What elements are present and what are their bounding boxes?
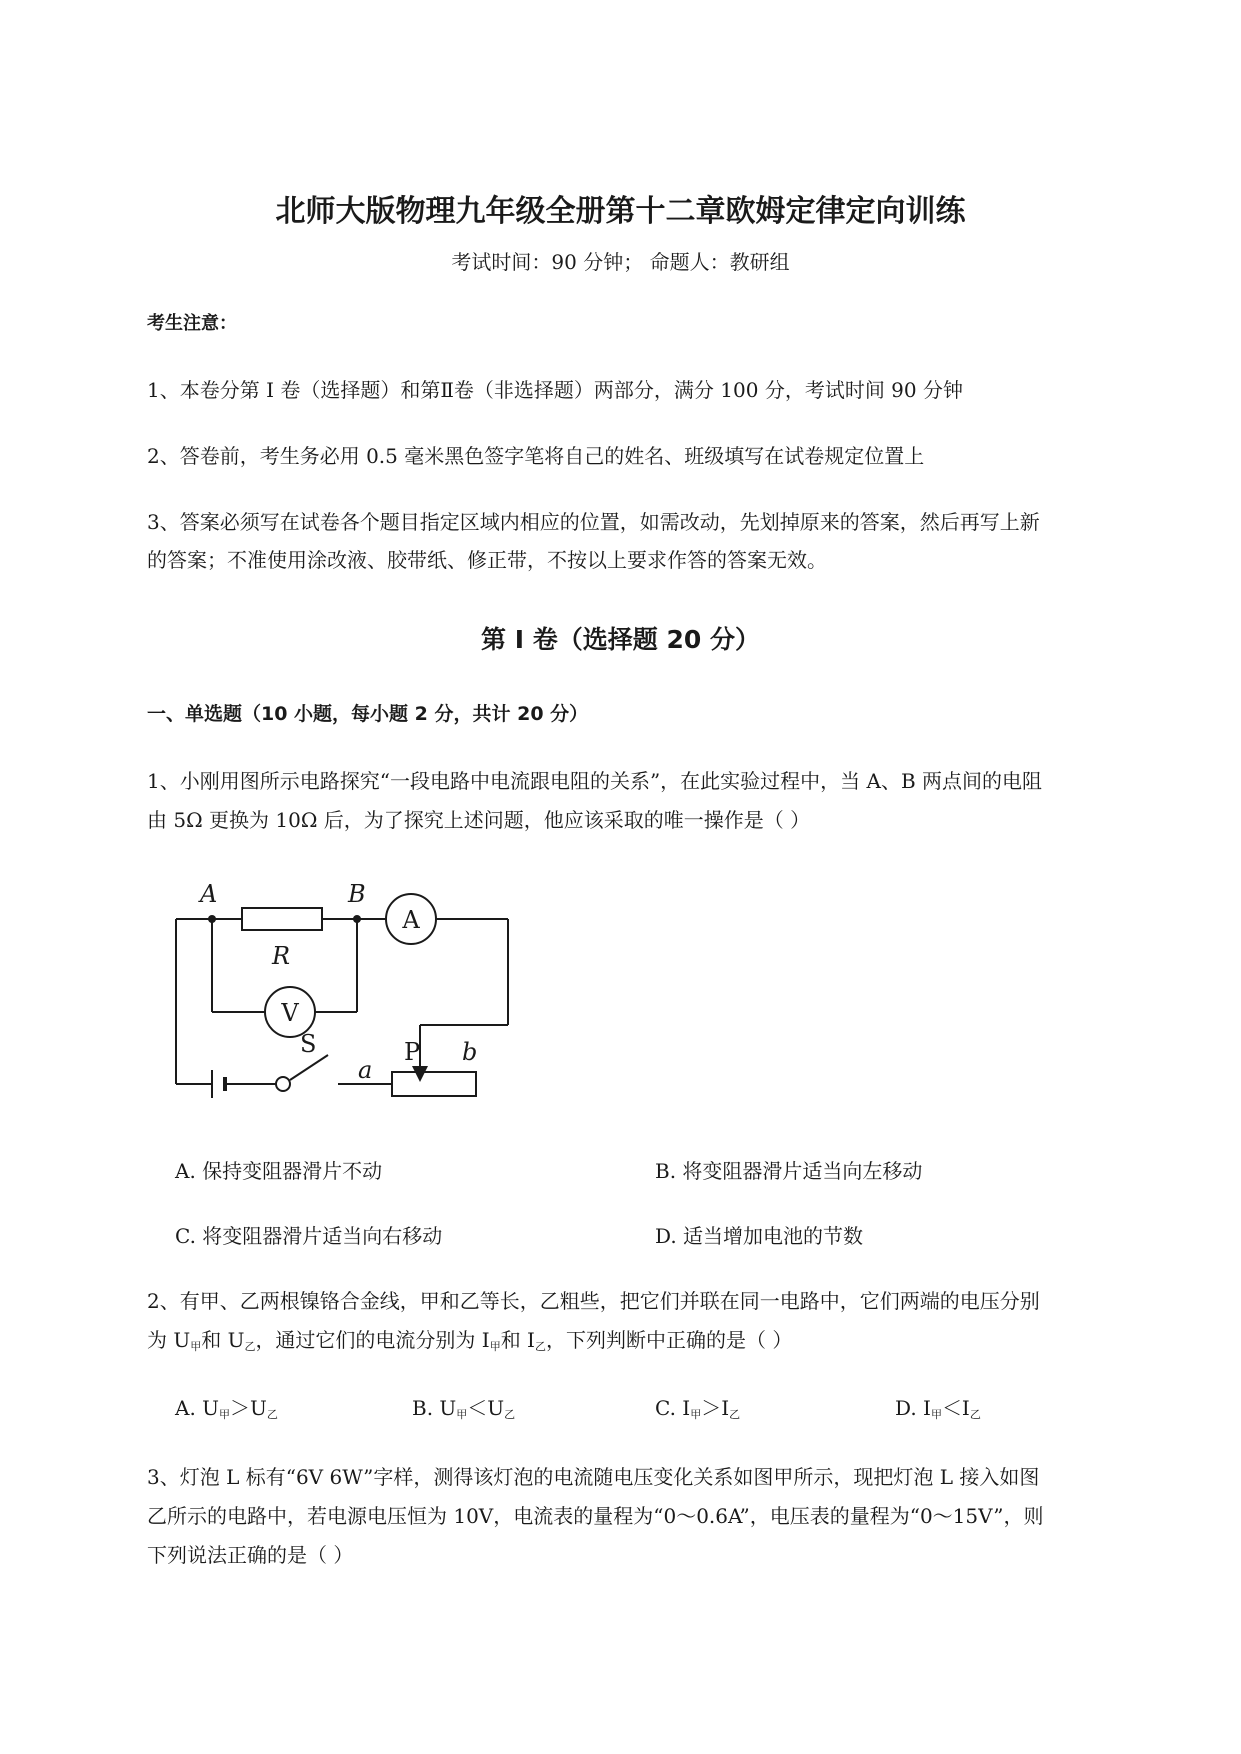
label-r: R [272,942,291,970]
node-b [353,915,361,923]
q1-stem-line2: 由 5Ω 更换为 10Ω 后，为了探究上述问题，他应该采取的唯一操作是（ ） [147,808,811,832]
q2-option-d[interactable]: D. $I_甲<I_乙$ [895,1396,981,1421]
node-a [208,915,216,923]
q1-stem-line1: 1、小刚用图所示电路探究“一段电路中电流跟电阻的关系”，在此实验过程中，当 A、B 两点间的电阻 [147,769,1043,793]
q2-option-c[interactable]: C. $I_甲>I_乙$ [655,1396,741,1421]
switch-s [290,1055,328,1080]
part-heading: 一、单选题（10 小题，每小题 2 分，共计 20 分） [147,703,589,725]
q2-option-b[interactable]: B. $U_甲<U_乙$ [412,1396,516,1421]
notice-item-1: 1、本卷分第 I 卷（选择题）和第Ⅱ卷（非选择题）两部分，满分 100 分，考试时间 90 分钟 [147,378,963,402]
q3-stem-line3: 下列说法正确的是（ ） [147,1543,354,1567]
q3-stem-line1: 3、灯泡 L 标有“6V 6W”字样，测得该灯泡的电流随电压变化关系如图甲所示，现把灯泡 L 接入如图 [147,1465,1040,1489]
ammeter-symbol: A [402,906,420,934]
switch-contact [276,1077,290,1091]
label-s: S [300,1030,317,1058]
q1-option-b[interactable]: B. 将变阻器滑片适当向左移动 [655,1159,923,1183]
q2-stem-line2: 为 $U_甲$和 $U_乙$，通过它们的电流分别为 $I_甲$和 $I_乙$，下列判断中正确的是（ ） [147,1328,793,1353]
section-title: 第 I 卷（选择题 20 分） [481,625,760,654]
notice-item-3-cont: 的答案；不准使用涂改液、胶带纸、修正带，不按以上要求作答的答案无效。 [147,548,827,572]
q3-stem-line2: 乙所示的电路中，若电源电压恒为 10V，电流表的量程为“0～0.6A”，电压表的量程为“0～15V”，则 [147,1504,1044,1528]
label-a-lower: a [358,1056,373,1084]
q1-option-a[interactable]: A. 保持变阻器滑片不动 [175,1159,383,1183]
exam-info: 考试时间：90 分钟； 命题人：教研组 [451,250,790,274]
q2-option-a[interactable]: A. $U_甲>U_乙$ [175,1396,278,1421]
label-b-lower: b [462,1038,478,1066]
label-a: A [200,880,218,908]
voltmeter-symbol: V [281,999,299,1027]
label-b: B [348,880,366,908]
label-p: P [404,1038,421,1066]
q1-option-c[interactable]: C. 将变阻器滑片适当向右移动 [175,1224,443,1248]
q1-circuit-diagram [160,870,520,1115]
document-title: 北师大版物理九年级全册第十二章欧姆定律定向训练 [275,194,966,229]
notice-heading: 考生注意： [147,313,237,334]
notice-item-3: 3、答案必须写在试卷各个题目指定区域内相应的位置，如需改动，先划掉原来的答案，然后再写上新 [147,510,1040,534]
rheostat [392,1072,476,1096]
q1-option-d[interactable]: D. 适当增加电池的节数 [655,1224,864,1248]
notice-item-2: 2、答卷前，考生务必用 0.5 毫米黑色签字笔将自己的姓名、班级填写在试卷规定位置上 [147,444,925,468]
resistor-r [242,908,322,930]
q2-stem-line1: 2、有甲、乙两根镍铬合金线，甲和乙等长，乙粗些，把它们并联在同一电路中，它们两端的电压分别 [147,1289,1040,1313]
